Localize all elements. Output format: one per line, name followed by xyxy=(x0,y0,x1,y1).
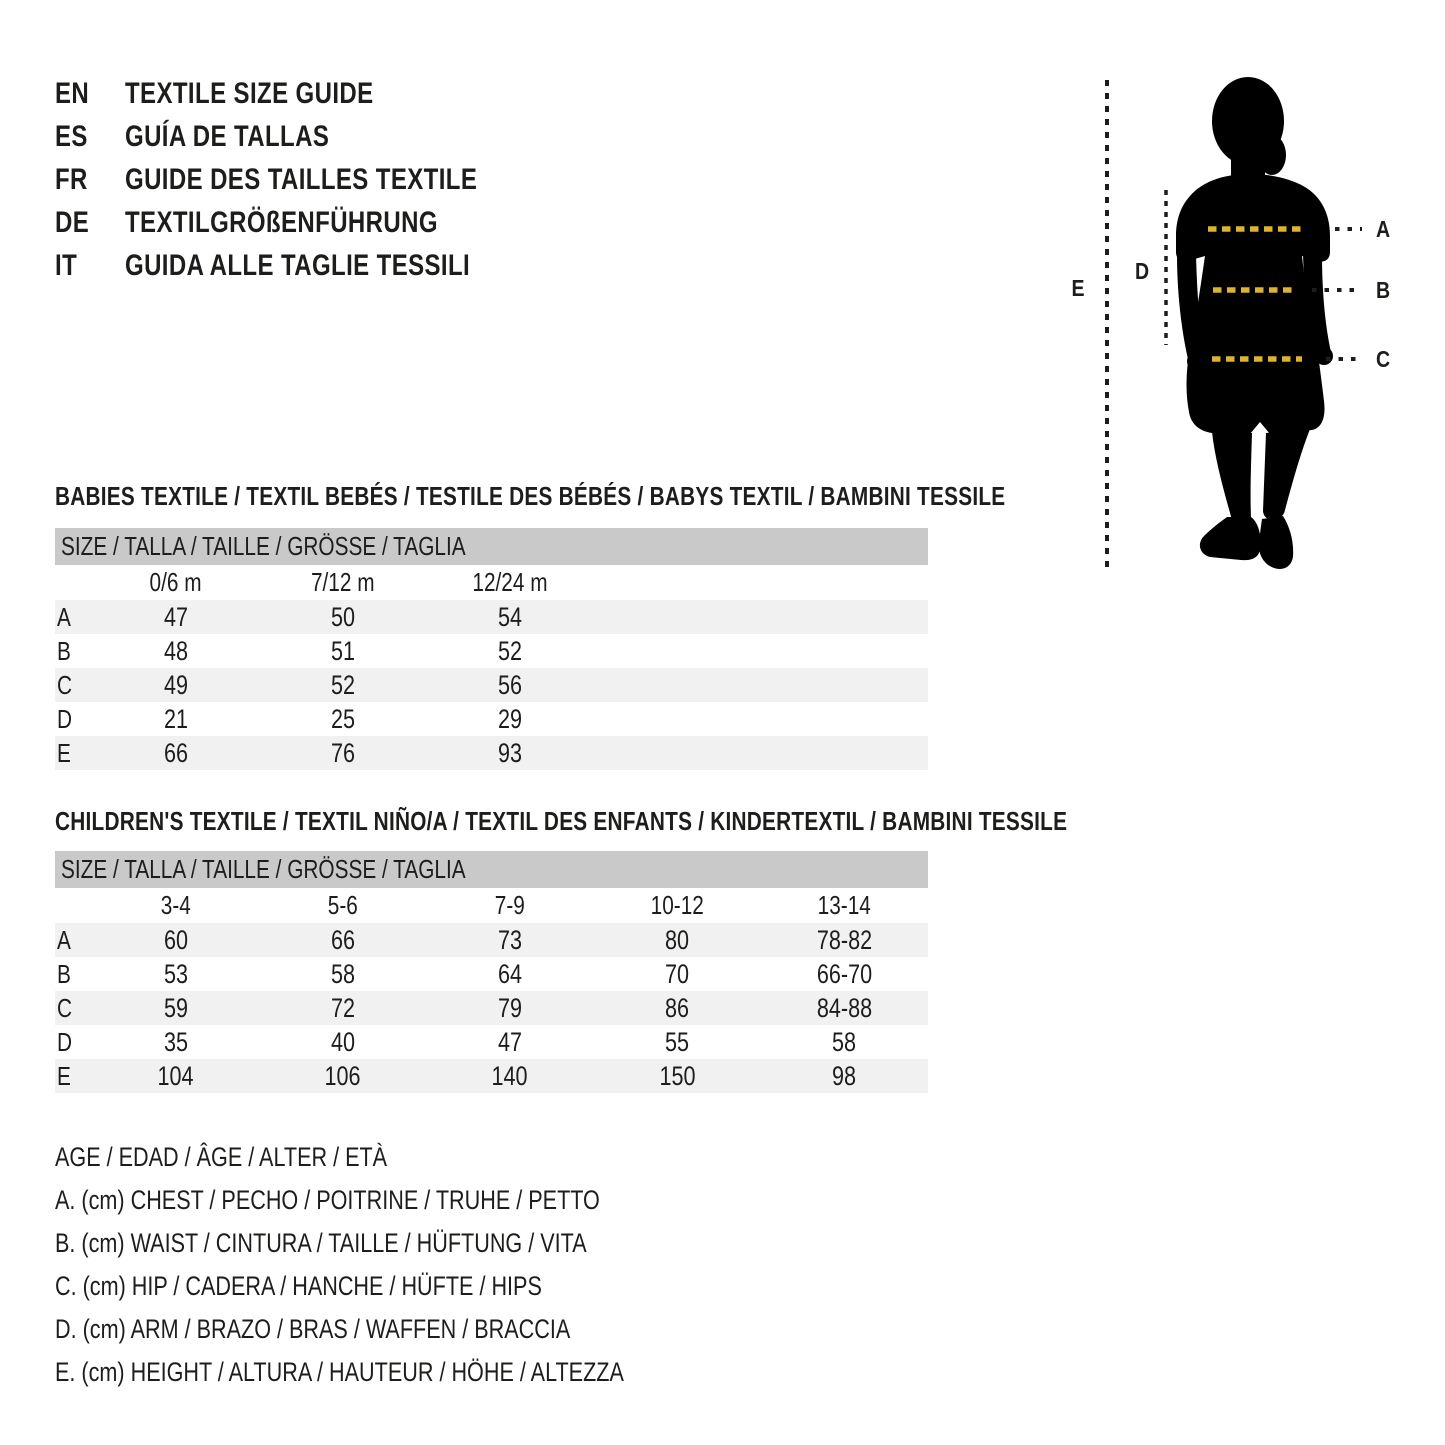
language-code: DE xyxy=(55,205,90,239)
column-header: 5-6 xyxy=(327,890,358,920)
table-cell: 70 xyxy=(665,958,690,989)
table-cell: 150 xyxy=(659,1060,696,1091)
column-header: 7/12 m xyxy=(310,567,375,597)
guide-title: TEXTILGRÖßENFÜHRUNG xyxy=(125,205,438,239)
size-header-bar: SIZE / TALLA / TAILLE / GRÖSSE / TAGLIA xyxy=(55,851,928,888)
table-row xyxy=(55,736,928,770)
table-cell: 52 xyxy=(330,669,355,700)
legend-line-arm: D. (cm) ARM / BRAZO / BRAS / WAFFEN / BRACCIA xyxy=(55,1314,571,1344)
table-row xyxy=(55,600,928,634)
table-cell: 52 xyxy=(497,635,522,666)
row-label: A xyxy=(57,924,71,955)
column-header-row xyxy=(55,565,928,600)
arm-label: D xyxy=(1134,258,1150,285)
table-cell: 93 xyxy=(497,737,522,768)
table-cell: 104 xyxy=(157,1060,194,1091)
table-cell: 106 xyxy=(324,1060,361,1091)
table-cell: 40 xyxy=(330,1026,355,1057)
size-header-bar: SIZE / TALLA / TAILLE / GRÖSSE / TAGLIA xyxy=(55,528,928,565)
hip-label: C xyxy=(1375,346,1391,373)
table-row xyxy=(55,957,928,991)
table-cell: 59 xyxy=(163,992,188,1023)
table-cell: 80 xyxy=(665,924,690,955)
table-cell: 84-88 xyxy=(816,992,872,1023)
language-code: IT xyxy=(55,248,78,282)
table-cell: 56 xyxy=(497,669,522,700)
table-cell: 66 xyxy=(163,737,188,768)
legend-line-height: E. (cm) HEIGHT / ALTURA / HAUTEUR / HÖHE / ALTEZZA xyxy=(55,1357,624,1387)
child-silhouette-figure xyxy=(1050,60,1445,600)
babies-section-title: BABIES TEXTILE / TEXTIL BEBÉS / TESTILE DES BÉBÉS / BABYS TEXTIL / BAMBINI TESSILE xyxy=(55,481,1006,511)
guide-title: GUIDE DES TAILLES TEXTILE xyxy=(125,162,478,196)
table-cell: 50 xyxy=(330,601,355,632)
table-cell: 60 xyxy=(163,924,188,955)
table-row xyxy=(55,668,928,702)
row-label: C xyxy=(57,992,73,1023)
chest-label: A xyxy=(1375,216,1391,243)
table-cell: 66-70 xyxy=(816,958,872,989)
measurement-legend xyxy=(55,1136,766,1394)
column-header-row xyxy=(55,888,928,923)
row-label: B xyxy=(57,958,71,989)
column-header: 7-9 xyxy=(494,890,525,920)
column-header: 3-4 xyxy=(160,890,191,920)
legend-line-waist: B. (cm) WAIST / CINTURA / TAILLE / HÜFTUNG / VITA xyxy=(55,1228,587,1258)
row-label: D xyxy=(57,703,73,734)
table-cell: 29 xyxy=(497,703,522,734)
table-cell: 78-82 xyxy=(816,924,872,955)
table-cell: 47 xyxy=(497,1026,522,1057)
babies-size-table xyxy=(55,528,928,770)
table-cell: 73 xyxy=(497,924,522,955)
column-header: 13-14 xyxy=(817,890,871,920)
table-cell: 47 xyxy=(163,601,188,632)
table-row xyxy=(55,634,928,668)
children-size-table xyxy=(55,851,928,1093)
language-code: ES xyxy=(55,119,88,153)
row-label: E xyxy=(57,1060,71,1091)
table-cell: 64 xyxy=(497,958,522,989)
waist-label: B xyxy=(1375,277,1391,304)
column-header: 10-12 xyxy=(650,890,704,920)
table-cell: 76 xyxy=(330,737,355,768)
table-cell: 51 xyxy=(330,635,355,666)
language-row xyxy=(55,115,565,158)
language-row xyxy=(55,244,565,287)
language-row xyxy=(55,201,565,244)
row-label: B xyxy=(57,635,71,666)
table-cell: 21 xyxy=(163,703,188,734)
language-row xyxy=(55,158,565,201)
table-cell: 66 xyxy=(330,924,355,955)
children-section-title: CHILDREN'S TEXTILE / TEXTIL NIÑO/A / TEXTIL DES ENFANTS / KINDERTEXTIL / BAMBINI TESSILE xyxy=(55,806,1068,836)
table-row xyxy=(55,1059,928,1093)
table-row xyxy=(55,1025,928,1059)
table-cell: 48 xyxy=(163,635,188,666)
column-header: 0/6 m xyxy=(149,567,202,597)
table-cell: 54 xyxy=(497,601,522,632)
row-label: E xyxy=(57,737,71,768)
height-label: E xyxy=(1071,275,1085,302)
table-cell: 58 xyxy=(832,1026,857,1057)
row-label: A xyxy=(57,601,71,632)
table-row xyxy=(55,923,928,957)
row-label: D xyxy=(57,1026,73,1057)
guide-title: GUÍA DE TALLAS xyxy=(125,119,330,153)
table-cell: 58 xyxy=(330,958,355,989)
language-title-list xyxy=(55,72,565,287)
legend-line-age: AGE / EDAD / ÂGE / ALTER / ETÀ xyxy=(55,1142,388,1172)
table-cell: 25 xyxy=(330,703,355,734)
table-cell: 98 xyxy=(832,1060,857,1091)
table-cell: 49 xyxy=(163,669,188,700)
table-row xyxy=(55,702,928,736)
language-row xyxy=(55,72,565,115)
guide-title: TEXTILE SIZE GUIDE xyxy=(125,76,374,110)
row-label: C xyxy=(57,669,73,700)
table-row xyxy=(55,991,928,1025)
guide-title: GUIDA ALLE TAGLIE TESSILI xyxy=(125,248,471,282)
language-code: FR xyxy=(55,162,88,196)
table-cell: 53 xyxy=(163,958,188,989)
language-code: EN xyxy=(55,76,90,110)
table-cell: 140 xyxy=(491,1060,528,1091)
table-cell: 79 xyxy=(497,992,522,1023)
table-cell: 35 xyxy=(163,1026,188,1057)
table-cell: 55 xyxy=(665,1026,690,1057)
column-header: 12/24 m xyxy=(472,567,548,597)
legend-line-chest: A. (cm) CHEST / PECHO / POITRINE / TRUHE / PETTO xyxy=(55,1185,600,1215)
table-cell: 86 xyxy=(665,992,690,1023)
table-cell: 72 xyxy=(330,992,355,1023)
legend-line-hip: C. (cm) HIP / CADERA / HANCHE / HÜFTE / HIPS xyxy=(55,1271,542,1301)
